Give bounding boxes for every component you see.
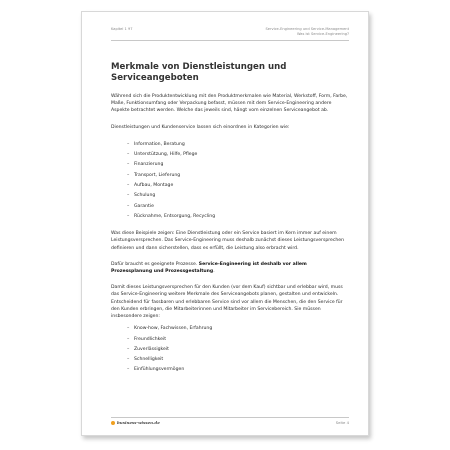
list-item xyxy=(127,171,349,181)
list-item-text: Schulung xyxy=(134,193,156,199)
dash-marker: – xyxy=(127,193,130,199)
intro-paragraph: Während sich die Produktentwicklung mit den Produktmerkmalen wie Material, Werkstoff, Form, Farbe, Maße, Funktionsumfang oder Verpackung befasst, müssen mit dem Service-Engineering andere Aspekte betrachtet werden. Welche das jeweils sind, hängt vom einzelnen Serviceangebot ab. xyxy=(111,94,348,114)
processes-end: . xyxy=(213,269,215,274)
dash-marker: – xyxy=(127,172,130,178)
document-page xyxy=(81,11,369,436)
processes-paragraph xyxy=(111,261,349,275)
dash-marker: – xyxy=(127,203,130,209)
list-item xyxy=(127,355,349,365)
list-item xyxy=(127,335,349,345)
list-item xyxy=(127,160,349,170)
page-header xyxy=(111,26,349,41)
processes-text: Dafür braucht es geeignete Prozesse. xyxy=(111,261,199,267)
list-item xyxy=(127,150,349,160)
list-item-text: Garantie xyxy=(134,203,154,209)
dash-marker: – xyxy=(127,141,130,147)
page-number: Seite 4 xyxy=(335,420,349,425)
list-item-text: Einfühlungsvermögen xyxy=(134,367,185,373)
dash-marker: – xyxy=(127,213,130,219)
list-item-text: Finanzierung xyxy=(134,162,164,168)
examples-paragraph: Was diese Beispiele zeigen: Eine Dienstleistung oder ein Service basiert im Kern immer auf einem Leistungsversprechen. Das Service-Engineering muss deshalb zunächst dieses Leistungsversprechen definieren und dann sicherstellen, dass es erfüllt, die Leistung also erbracht wird. xyxy=(111,231,345,251)
list-item xyxy=(127,345,349,355)
visible-paragraph: Damit dieses Leistungsversprechen für den Kunden (vor dem Kauf) sichtbar und erlebbar wird, muss das Service-Engineering weitere Merkmale des Serviceangebots planen, gestalten und entwickeln. Entscheidend für fassbaren und erlebbaren Service sind vor allem die Menschen, die den Service für den Kunden erbringen, die Mitarbeiterinnen und Mitarbeiter im Servicebereich. Sie müssen insbesondere zeigen: xyxy=(111,285,343,320)
dash-marker: – xyxy=(127,346,130,352)
list-item-text: Aufbau, Montage xyxy=(134,183,174,188)
list-item xyxy=(127,324,349,334)
section-heading: Merkmale von Dienstleistungen und Serviceangeboten xyxy=(111,62,287,83)
dash-marker: – xyxy=(127,367,130,373)
logo-text: business-wissen.de xyxy=(117,420,160,425)
chapter-label: Kapitel 1 97 xyxy=(111,27,133,31)
list-item-text: Schnelligkeit xyxy=(134,357,164,363)
list-item-text: Unterstützung, Hilfe, Pflege xyxy=(134,152,198,158)
list-item-text: Transport, Lieferung xyxy=(134,172,181,178)
list-item xyxy=(127,140,349,150)
header-subtitle: Was ist Service-Engineering? xyxy=(296,32,349,36)
header-title: Service-Engineering und Service-Management xyxy=(265,27,349,31)
brand-logo[interactable] xyxy=(111,420,160,425)
page-footer xyxy=(111,417,349,428)
dash-marker: – xyxy=(127,336,130,342)
categories-list xyxy=(111,140,349,222)
list-item-text: Information, Beratung xyxy=(134,141,185,147)
header-titles xyxy=(265,27,349,37)
list-item xyxy=(127,181,349,191)
list-item-text: Freundlichkeit xyxy=(134,336,167,342)
list-item-text: Rücknahme, Entsorgung, Recycling xyxy=(134,213,216,219)
processes-emphasis: Service-Engineering ist deshalb vor allem Prozessplanung und Prozessgestaltung xyxy=(111,261,307,274)
dash-marker: – xyxy=(127,162,130,168)
logo-dot-icon xyxy=(111,421,115,425)
page-content xyxy=(111,62,349,384)
dash-marker: – xyxy=(127,357,130,363)
list-item-text: Zuverlässigkeit xyxy=(134,346,169,352)
list-item xyxy=(127,191,349,201)
list-item xyxy=(127,212,349,222)
dash-marker: – xyxy=(127,183,130,188)
categories-intro-paragraph: Dienstleistungen und Kundenservice lassen sich einordnen in Kategorien wie: xyxy=(111,124,290,130)
dash-marker: – xyxy=(127,152,130,158)
qualities-list xyxy=(111,324,349,375)
list-item-text: Know-how, Fachwissen, Erfahrung xyxy=(134,326,213,332)
dash-marker: – xyxy=(127,326,130,332)
list-item xyxy=(127,365,349,375)
list-item xyxy=(127,202,349,212)
